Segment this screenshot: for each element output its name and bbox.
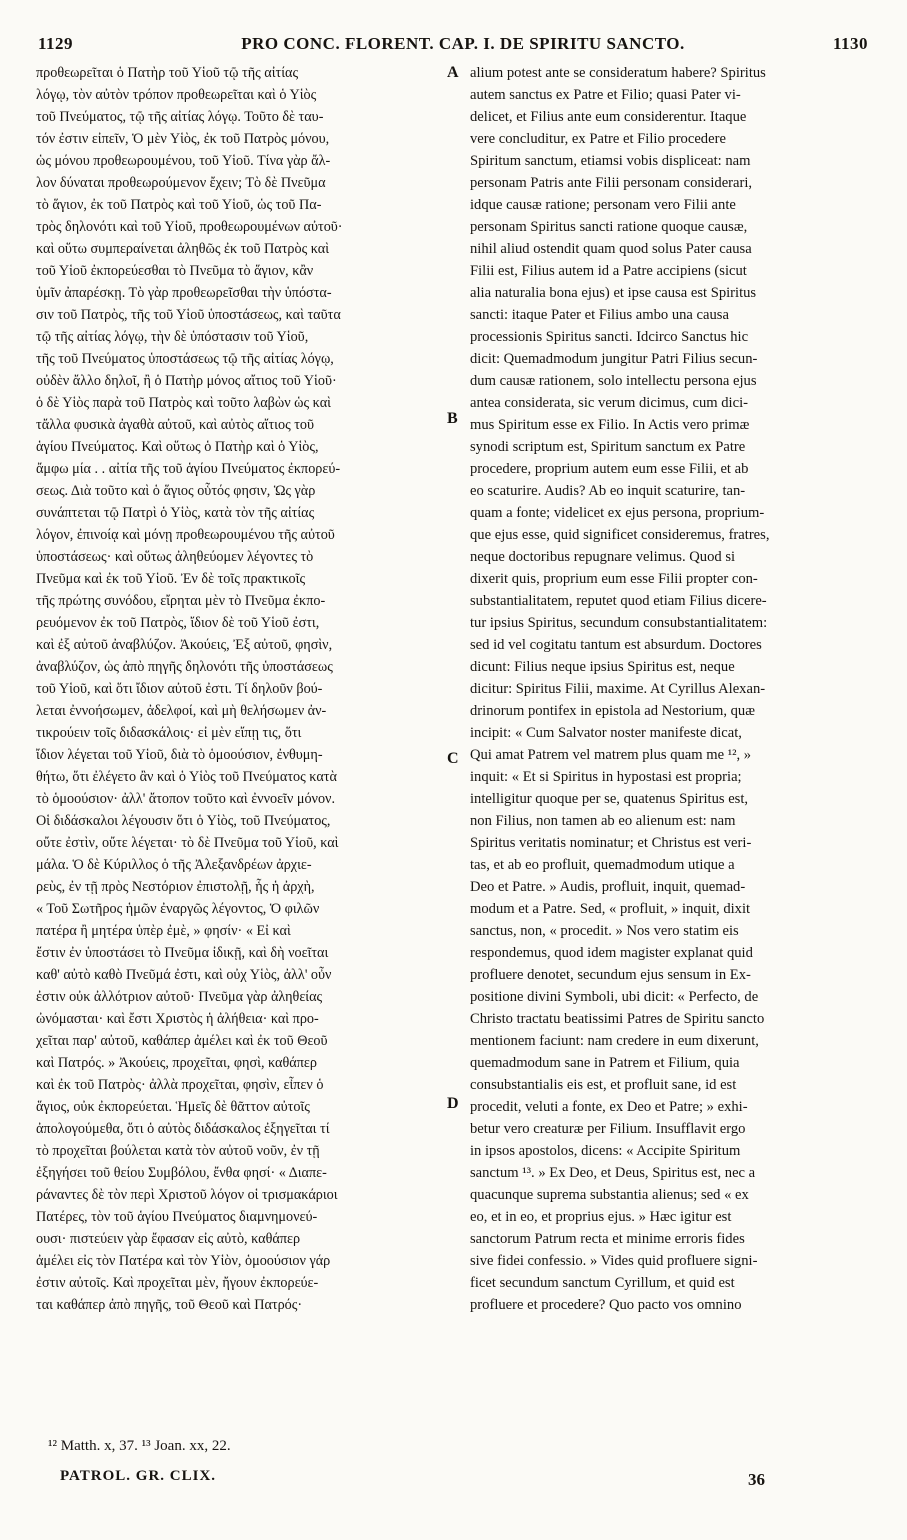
greek-text-line: Πατέρες, τὸν τοῦ ἁγίου Πνεύματος διαμνημονεύ- <box>36 1209 318 1225</box>
latin-text-line: procedere, proprium autem eum esse Filii, et ab <box>470 461 749 477</box>
latin-text-line: delicet, et Filius ante eum considerentur. Itaque <box>470 109 747 125</box>
latin-text-line: Spiritum sanctum, etiamsi vobis displiceat: nam <box>470 153 751 169</box>
latin-text-line: quacunque suprema substantia alienus; sed « ex <box>470 1187 749 1203</box>
greek-text-line: ἔστιν ἐν ὑποστάσει τὸ Πνεῦμα ἰδικῇ, καὶ δὴ νοεῖται <box>36 945 329 961</box>
greek-text-line: τἄλλα φυσικὰ ἀγαθὰ αὐτοῦ, καὶ αὐτὸς αἴτιος τοῦ <box>36 417 315 433</box>
latin-text-line: vere concluditur, ex Patre et Filio procedere <box>470 131 726 147</box>
latin-text-line: dicunt: Filius neque ipsius Spiritus est, neque <box>470 659 735 675</box>
running-header <box>38 34 868 60</box>
greek-text-line: ὑποστάσεως· καὶ οὕτως ἀληθεύομεν λέγοντες τὸ <box>36 549 314 565</box>
margin-marker-d: D <box>447 1095 459 1112</box>
footnotes: ¹² Matth. x, 37. ¹³ Joan. xx, 22. <box>48 1438 231 1454</box>
greek-text-line: τοῦ Υἱοῦ, καὶ ὅτι ἴδιον αὐτοῦ ἐστι. Τί δηλοῦν βού- <box>36 681 323 697</box>
latin-text-line: eo, et in eo, et proprius ejus. » Hæc igitur est <box>470 1209 732 1225</box>
greek-text-line: Οἱ διδάσκαλοι λέγουσιν ὅτι ὁ Υἱὸς, τοῦ Πνεύματος, <box>36 813 331 829</box>
greek-text-line: λόγῳ, τὸν αὐτὸν τρόπον προθεωρεῖται καὶ ὁ Υἱὸς <box>36 87 317 103</box>
greek-text-line: λεται ἐννοήσωμεν, ἀδελφοί, καὶ μὴ θελήσωμεν ἀν- <box>36 703 327 719</box>
latin-text-line: intelligitur quoque per se, quatenus Spiritus est, <box>470 791 749 807</box>
greek-text-line: ουσι· πιστεύειν γὰρ ἔφασαν εἰς αὐτὸ, καθάπερ <box>36 1231 301 1247</box>
greek-text-line: καθ' αὐτὸ καθὸ Πνεῦμά ἐστι, καὶ οὐχ Υἱὸς, ἀλλ' οὖν <box>36 967 332 983</box>
latin-text-line: mentionem faciunt: nam credere in eum dixerunt, <box>470 1033 759 1049</box>
greek-text-line: ὠνόμασται· καὶ ἔστι Χριστὸς ἡ ἀλήθεια· καὶ προ- <box>36 1011 319 1027</box>
latin-text-line: modum et a Patre. Sed, « profluit, » inquit, dixit <box>470 901 751 917</box>
latin-text-line: personam Spiritus sancti ratione quoque causæ, <box>470 219 748 235</box>
greek-text-line: ὡς μόνου προθεωρουμένου, τοῦ Υἱοῦ. Τίνα γὰρ ἄλ- <box>36 153 331 169</box>
greek-text-line: ἁγίου Πνεύματος. Καὶ οὕτως ὁ Πατὴρ καὶ ὁ Υἱὸς, <box>36 439 319 455</box>
latin-text-line: non Filius, non tamen ab eo alienum est: nam <box>470 813 736 829</box>
latin-text-line: betur vero creaturæ per Filium. Insufflavit ergo <box>470 1121 746 1137</box>
latin-text-line: inquit: « Et si Spiritus in hypostasi est propria; <box>470 769 742 785</box>
latin-text-line: dicitur: Spiritus Filii, maxime. At Cyrillus Alexan- <box>470 681 766 697</box>
latin-text-line: in ipsos apostolos, dicens: « Accipite Spiritum <box>470 1143 741 1159</box>
margin-marker-c: C <box>447 750 459 767</box>
latin-text-line: tur ipsius Spiritus, secundum consubstantialitatem: <box>470 615 768 631</box>
greek-text-line: ράναντες δὲ τὸν περὶ Χριστοῦ λόγον οἱ τρισμακάριοι <box>36 1187 338 1203</box>
greek-text-line: χεῖται παρ' αὐτοῦ, καθάπερ ἀμέλει καὶ ἐκ τοῦ Θεοῦ <box>36 1033 328 1049</box>
latin-text-line: antea considerata, sic verum dicimus, cum dici- <box>470 395 748 411</box>
greek-text-line: τῷ τῆς αἰτίας λόγῳ, τὴν δὲ ὑπόστασιν τοῦ Υἱοῦ, <box>36 329 309 345</box>
greek-text-line: πατέρα ἢ μητέρα ὑπὲρ ἐμὲ, » φησίν· « Εἰ καὶ <box>36 923 291 939</box>
greek-text-line: θήτω, ὅτι ἐλέγετο ἂν καὶ ὁ Υἱὸς τοῦ Πνεύματος κατὰ <box>36 769 337 785</box>
latin-text-line: Christo tractatu beatissimi Patres de Spiritu sancto <box>470 1011 765 1027</box>
latin-text-line: sancti: itaque Pater et Filius ambo una causa <box>470 307 729 323</box>
latin-text-line: que ejus esse, quid significet consideremus, fratres, <box>470 527 770 543</box>
greek-text-line: καὶ Πατρός. » Ἀκούεις, προχεῖται, φησὶ, καθάπερ <box>36 1055 317 1071</box>
margin-marker-b: B <box>447 410 458 427</box>
greek-text-line: Πνεῦμα καὶ ἐκ τοῦ Υἱοῦ. Ἐν δὲ τοῖς πρακτικοῖς <box>36 571 306 587</box>
greek-text-line: τὸ ὁμοούσιον· ἀλλ' ἄτοπον τοῦτο καὶ ἐννοεῖν μόνον. <box>36 791 336 807</box>
greek-text-line: τὸ ἅγιον, ἐκ τοῦ Πατρὸς καὶ τοῦ Υἱοῦ, ὡς τοῦ Πα- <box>36 197 322 213</box>
greek-text-line: ρεὺς, ἐν τῇ πρὸς Νεστόριον ἐπιστολῇ, ἧς ἡ ἀρχὴ, <box>36 879 315 895</box>
latin-text-line: alia naturalia bona ejus) et ipse causa est Spiritus <box>470 285 757 301</box>
greek-text-line: ἄμφω μία . . αἰτία τῆς τοῦ ἁγίου Πνεύματος ἐκπορεύ- <box>36 461 341 477</box>
greek-text-line: ἀναβλύζον, ὡς ἀπὸ πηγῆς δηλονότι τῆς ὑποστάσεως <box>36 659 333 675</box>
latin-text-line: incipit: « Cum Salvator noster manifeste dicat, <box>470 725 742 741</box>
latin-text-line: Filii est, Filius autem id a Patre accipiens (sicut <box>470 263 747 279</box>
latin-text-line: processionis Spiritus sancti. Idcirco Sanctus hic <box>470 329 749 345</box>
latin-text-line: drinorum pontifex in epistola ad Nestorium, quæ <box>470 703 755 719</box>
latin-text-line: quemadmodum sane in Patrem et Filium, quia <box>470 1055 740 1071</box>
latin-text-line: personam Patris ante Filii personam considerari, <box>470 175 753 191</box>
latin-text-line: Qui amat Patrem vel matrem plus quam me ¹², » <box>470 747 752 763</box>
running-title: PRO CONC. FLORENT. CAP. I. DE SPIRITU SANCTO. <box>241 34 685 53</box>
greek-text-line: ὑμῖν ἀπαρέσκῃ. Τὸ γὰρ προθεωρεῖσθαι τὴν ὑπόστα- <box>36 285 332 301</box>
latin-text-line: profluere et procedere? Quo pacto vos omnino <box>470 1297 742 1313</box>
greek-text-line: σιν τοῦ Πατρὸς, τῆς τοῦ Υἱοῦ ὑποστάσεως, καὶ ταῦτα <box>36 307 341 323</box>
latin-text-line: substantialitatem, reputet quod etiam Filius dicere- <box>470 593 767 609</box>
greek-text-line: προθεωρεῖται ὁ Πατὴρ τοῦ Υἱοῦ τῷ τῆς αἰτίας <box>36 65 299 81</box>
greek-text-line: ρευόμενον ἐκ τοῦ Πατρὸς, ἴδιον δὲ τοῦ Υἱοῦ ἐστι, <box>36 615 320 631</box>
greek-text-line: λον δύναται προθεωρούμενον ἔχειν; Τὸ δὲ Πνεῦμα <box>36 175 326 191</box>
latin-text-line: positione divini Symboli, ubi dicit: « Perfecto, de <box>470 989 759 1005</box>
greek-text-line: λόγον, ἐπινοίᾳ καὶ μόνῃ προθεωρουμένου τῆς αὐτοῦ <box>36 527 335 543</box>
latin-text-line: synodi scriptum est, Spiritum sanctum ex Patre <box>470 439 746 455</box>
latin-text-line: dicit: Quemadmodum jungitur Patri Filius secun- <box>470 351 758 367</box>
latin-text-line: sive fidei confessio. » Vides quid profluere signi- <box>470 1253 758 1269</box>
greek-text-line: καὶ ἐκ τοῦ Πατρὸς· ἀλλὰ προχεῖται, φησὶν, εἶπεν ὁ <box>36 1077 324 1093</box>
greek-text-line: ἐστιν οὐκ ἀλλότριον αὐτοῦ· Πνεῦμα γὰρ ἀληθείας <box>36 989 323 1005</box>
greek-text-line: ὁ δὲ Υἱὸς παρὰ τοῦ Πατρὸς καὶ τοῦτο λαβὼν ὡς καὶ <box>36 395 331 411</box>
latin-text-line: profluere denotet, secundum ejus sensum in Ex- <box>470 967 751 983</box>
greek-text-line: τρὸς δηλονότι καὶ τοῦ Υἱοῦ, προθεωρουμένων αὐτοῦ· <box>36 219 343 235</box>
sheet-number: 36 <box>748 1470 765 1489</box>
greek-text-line: τοῦ Υἱοῦ ἐκπορεύεσθαι τὸ Πνεῦμα τὸ ἅγιον, κἂν <box>36 263 314 279</box>
greek-text-line: οὐδὲν ἄλλο δηλοῖ, ἢ ὁ Πατὴρ μόνος αἴτιος τοῦ Υἱοῦ· <box>36 373 337 389</box>
latin-text-line: dum causæ rationem, solo intellectu persona ejus <box>470 373 757 389</box>
latin-text-line: Deo et Patre. » Audis, profluit, inquit, quemad- <box>470 879 746 895</box>
latin-text-line: alium potest ante se consideratum habere? Spiritus <box>470 65 766 81</box>
latin-text-line: quam a fonte; videlicet ex ejus persona, proprium- <box>470 505 765 521</box>
greek-text-line: ἐστιν αὐτοῖς. Καὶ προχεῖται μὲν, ἤγουν ἐκπορεύε- <box>36 1275 319 1291</box>
greek-text-line: οὔτε ἐστὶν, οὔτε λέγεται· τὸ δὲ Πνεῦμα τοῦ Υἱοῦ, καὶ <box>36 835 339 851</box>
latin-text-line: sed id vel cogitatu tantum est absurdum. Doctores <box>470 637 762 653</box>
greek-text-line: καὶ οὕτω συμπεραίνεται ἀληθῶς ἐκ τοῦ Πατρὸς καὶ <box>36 241 330 257</box>
latin-text-line: sanctum ¹³. » Ex Deo, et Deus, Spiritus est, nec a <box>470 1165 756 1181</box>
greek-text-line: τόν ἐστιν εἰπεῖν, Ὁ μὲν Υἱὸς, ἐκ τοῦ Πατρὸς μόνου, <box>36 131 330 147</box>
greek-text-line: τὸ προχεῖται βούλεται κατὰ τὸν αὐτοῦ νοῦν, ἐν τῇ <box>36 1143 320 1159</box>
latin-text-line: consubstantialis eis est, et profluit sane, id est <box>470 1077 737 1093</box>
latin-column <box>470 62 868 1316</box>
greek-text-line: τοῦ Πνεύματος, τῷ τῆς αἰτίας λόγῳ. Τοῦτο δὲ ταυ- <box>36 109 324 125</box>
latin-text-line: dixerit quis, proprium eum esse Filii propter con- <box>470 571 758 587</box>
greek-text-line: ἅγιος, οὐκ ἐκπορεύεται. Ἡμεῖς δὲ θᾶττον αὐτοῖς <box>36 1099 310 1115</box>
latin-text-line: mus Spiritum esse ex Filio. In Actis vero primæ <box>470 417 750 433</box>
greek-text-line: σεως. Διὰ τοῦτο καὶ ὁ ἅγιος οὗτός φησιν, Ὡς γὰρ <box>36 483 316 499</box>
latin-text-line: Spiritus veritatis nominatur; et Christus est veri- <box>470 835 752 851</box>
greek-text-line: ἐξηγήσει τοῦ θείου Συμβόλου, ἔνθα φησί· « Διαπε- <box>36 1165 327 1181</box>
greek-text-line: τικρούειν τοῖς διδασκάλοις· εἰ μὲν εἴπῃ τις, ὅτι <box>36 725 302 741</box>
latin-text-line: tas, et ab eo profluit, quemadmodum utique a <box>470 857 735 873</box>
latin-text-line: respondemus, quod idem magister explanat quid <box>470 945 753 961</box>
latin-text-line: idque causæ ratione; personam vero Filii ante <box>470 197 736 213</box>
greek-text-line: μάλα. Ὁ δὲ Κύριλλος ὁ τῆς Ἀλεξανδρέων ἀρχιε- <box>36 857 312 873</box>
greek-text-line: ται καθάπερ ἀπὸ πηγῆς, τοῦ Θεοῦ καὶ Πατρός· <box>36 1297 303 1313</box>
greek-text-line: ἴδιον λέγεται τοῦ Υἱοῦ, διὰ τὸ ὁμοούσιον, ἐνθυμη- <box>36 747 323 763</box>
greek-text-line: ἀμέλει εἰς τὸν Πατέρα καὶ τὸν Υἱὸν, ὁμοούσιον γάρ <box>36 1253 331 1269</box>
latin-text-line: autem sanctus ex Patre et Filio; quasi Pater vi- <box>470 87 741 103</box>
greek-text-line: « Τοῦ Σωτῆρος ἡμῶν ἐναργῶς λέγοντος, Ὁ φιλῶν <box>36 901 320 917</box>
greek-text-line: συνάπτεται τῷ Πατρὶ ὁ Υἱὸς, κατὰ τὸν τῆς αἰτίας <box>36 505 315 521</box>
greek-text-line: καὶ ἐξ αὐτοῦ ἀναβλύζον. Ἀκούεις, Ἐξ αὐτοῦ, φησὶν, <box>36 637 333 653</box>
latin-text-line: sanctorum Patrum recta et minime erroris fides <box>470 1231 745 1247</box>
volume-signature: PATROL. GR. CLIX. <box>60 1468 217 1484</box>
latin-text-line: ficet secundum sanctum Cyrillum, et quid est <box>470 1275 735 1291</box>
page-number-right: 1130 <box>832 34 868 53</box>
latin-text-line: neque doctoribus repugnare velimus. Quod si <box>470 549 736 565</box>
greek-text-line: τῆς τοῦ Πνεύματος ὑποστάσεως τῷ τῆς αἰτίας λόγῳ, <box>36 351 334 367</box>
latin-text-line: sanctus, non, « procedit. » Nos vero statim eis <box>470 923 739 939</box>
greek-text-line: ἀπολογούμεθα, ὅτι ὁ αὐτὸς διδάσκαλος ἐξηγεῖται τί <box>36 1121 330 1137</box>
latin-text-line: procedit, veluti a fonte, ex Deo et Patre; » exhi- <box>470 1099 748 1115</box>
page-number-left: 1129 <box>38 34 74 53</box>
greek-text-line: τῆς πρώτης συνόδου, εἴρηται μὲν τὸ Πνεῦμα ἐκπο- <box>36 593 326 609</box>
greek-column <box>36 62 444 1316</box>
latin-text-line: eo scaturire. Audis? Ab eo inquit scaturire, tan- <box>470 483 746 499</box>
latin-text-line: nihil aliud ostendit quam quod solus Pater causa <box>470 241 752 257</box>
margin-marker-a: A <box>447 64 459 81</box>
